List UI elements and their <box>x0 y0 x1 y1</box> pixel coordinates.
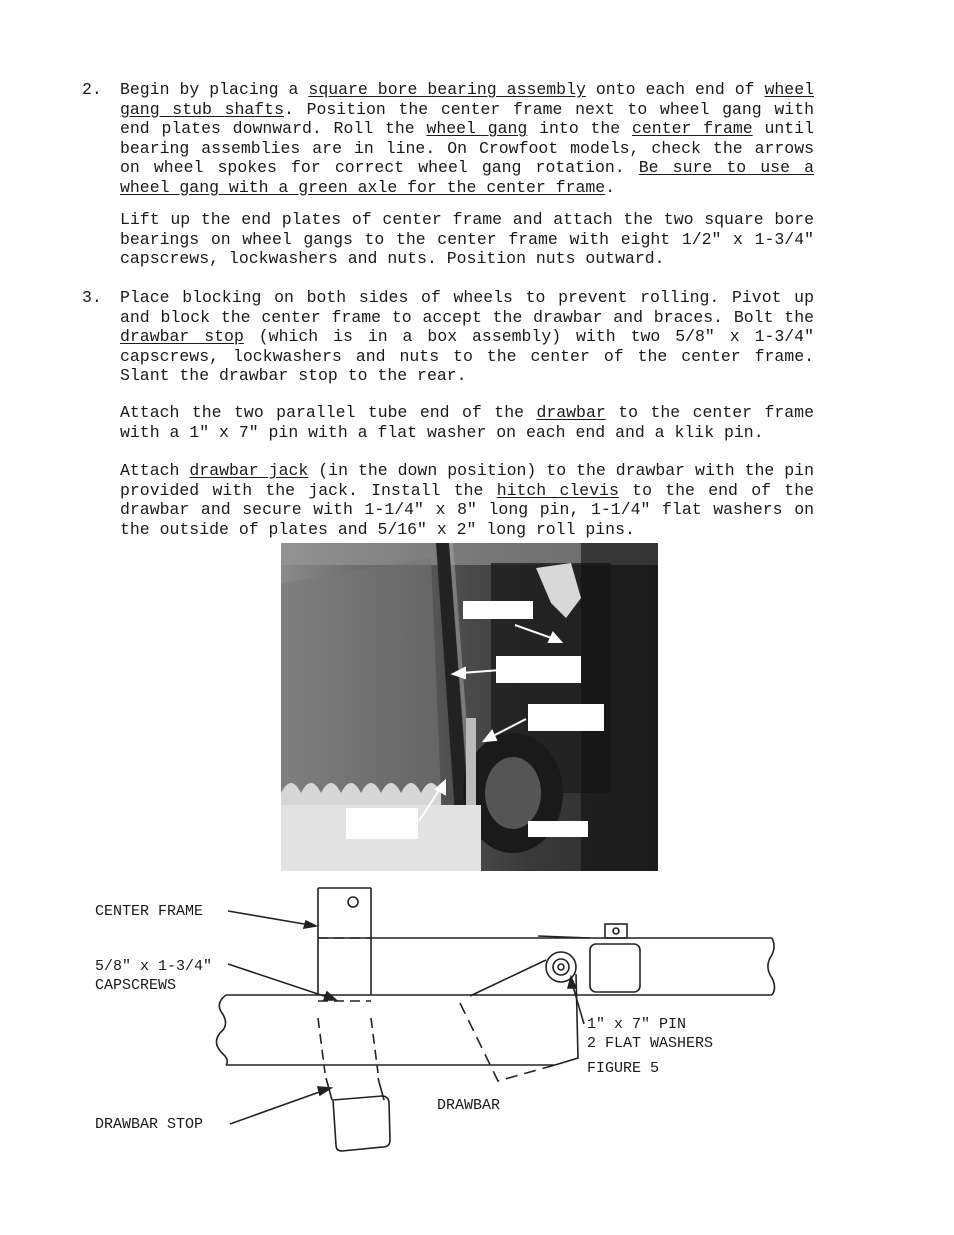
text-run: (which is in a box assembly) with two 5/8" x 1-3/4" capscrews, lockwashers and nuts to the center of the center frame. Slant the drawbar stop to the rear. <box>120 327 814 385</box>
text-run: until bearing assemblies are in line. On Crowfoot models, check the arrows on wheel spokes for correct wheel gang rotation. <box>120 119 814 177</box>
text-run: Begin by placing a <box>120 80 309 99</box>
text-run: into the <box>527 119 632 138</box>
text-run: Lift up the end plates of center frame and attach the two square bore bearings on wheel gangs to the center frame with eight 1/2" x 1-3/4" capscrews, lockwashers and nuts. Position nuts outward. <box>120 210 814 268</box>
step-paragraph <box>120 403 814 442</box>
underlined-term: hitch clevis <box>496 480 619 500</box>
text-run: . <box>605 177 616 197</box>
figure-caption: FIGURE 5 <box>587 1060 660 1077</box>
step-paragraph <box>120 461 814 539</box>
label-pin-washers: 1" x 7" PIN 2 FLAT WASHERS <box>587 1016 714 1052</box>
label-drawbar-stop: DRAWBAR STOP <box>95 1116 204 1133</box>
text-run: to the end of the drawbar and secure with 1-1/4" x 8" long pin, 1-1/4" flat washers on the outside of plates and 5/16" x 2" long roll pins. <box>120 480 814 539</box>
assembly-photo <box>281 543 658 871</box>
underlined-term: wheel gang <box>426 119 528 138</box>
text-run: onto each end of <box>585 80 765 99</box>
step-paragraph <box>120 80 814 197</box>
underlined-term: Be sure to use a wheel gang with a green axle for the center frame <box>120 158 814 197</box>
label-center-frame: CENTER FRAME <box>95 903 204 920</box>
underlined-term: drawbar jack <box>189 461 309 480</box>
text-run: Attach the two parallel tube end of the <box>120 403 537 422</box>
text-run: (in the down position) to the drawbar with the pin provided with the jack. Install the <box>120 461 815 500</box>
underlined-term: wheel gang stub shafts <box>120 80 814 119</box>
text-run: . Position the center frame next to wheel gang with end plates downward. Roll the <box>120 99 815 138</box>
text-run: to the center frame with a 1" x 7" pin with a flat washer on each end and a klik pin. <box>120 403 814 442</box>
photo-drawing <box>281 543 658 871</box>
underlined-term: drawbar <box>536 403 606 422</box>
underlined-term: drawbar stop <box>120 327 244 346</box>
step-number: 2. <box>82 80 102 99</box>
label-capscrews: 5/8" x 1-3/4" CAPSCREWS <box>95 958 213 994</box>
label-drawbar: DRAWBAR <box>437 1097 501 1114</box>
step-paragraph <box>120 210 814 269</box>
underlined-term: square bore bearing assembly <box>308 80 586 99</box>
step-paragraph <box>120 288 814 386</box>
text-run: Attach <box>120 461 190 480</box>
underlined-term: center frame <box>632 119 753 138</box>
figure-5-diagram <box>0 878 954 1178</box>
text-run: Place blocking on both sides of wheels to prevent rolling. Pivot up and block the center frame to accept the drawbar and braces. Bolt the <box>120 288 814 327</box>
step-number: 3. <box>82 288 102 307</box>
